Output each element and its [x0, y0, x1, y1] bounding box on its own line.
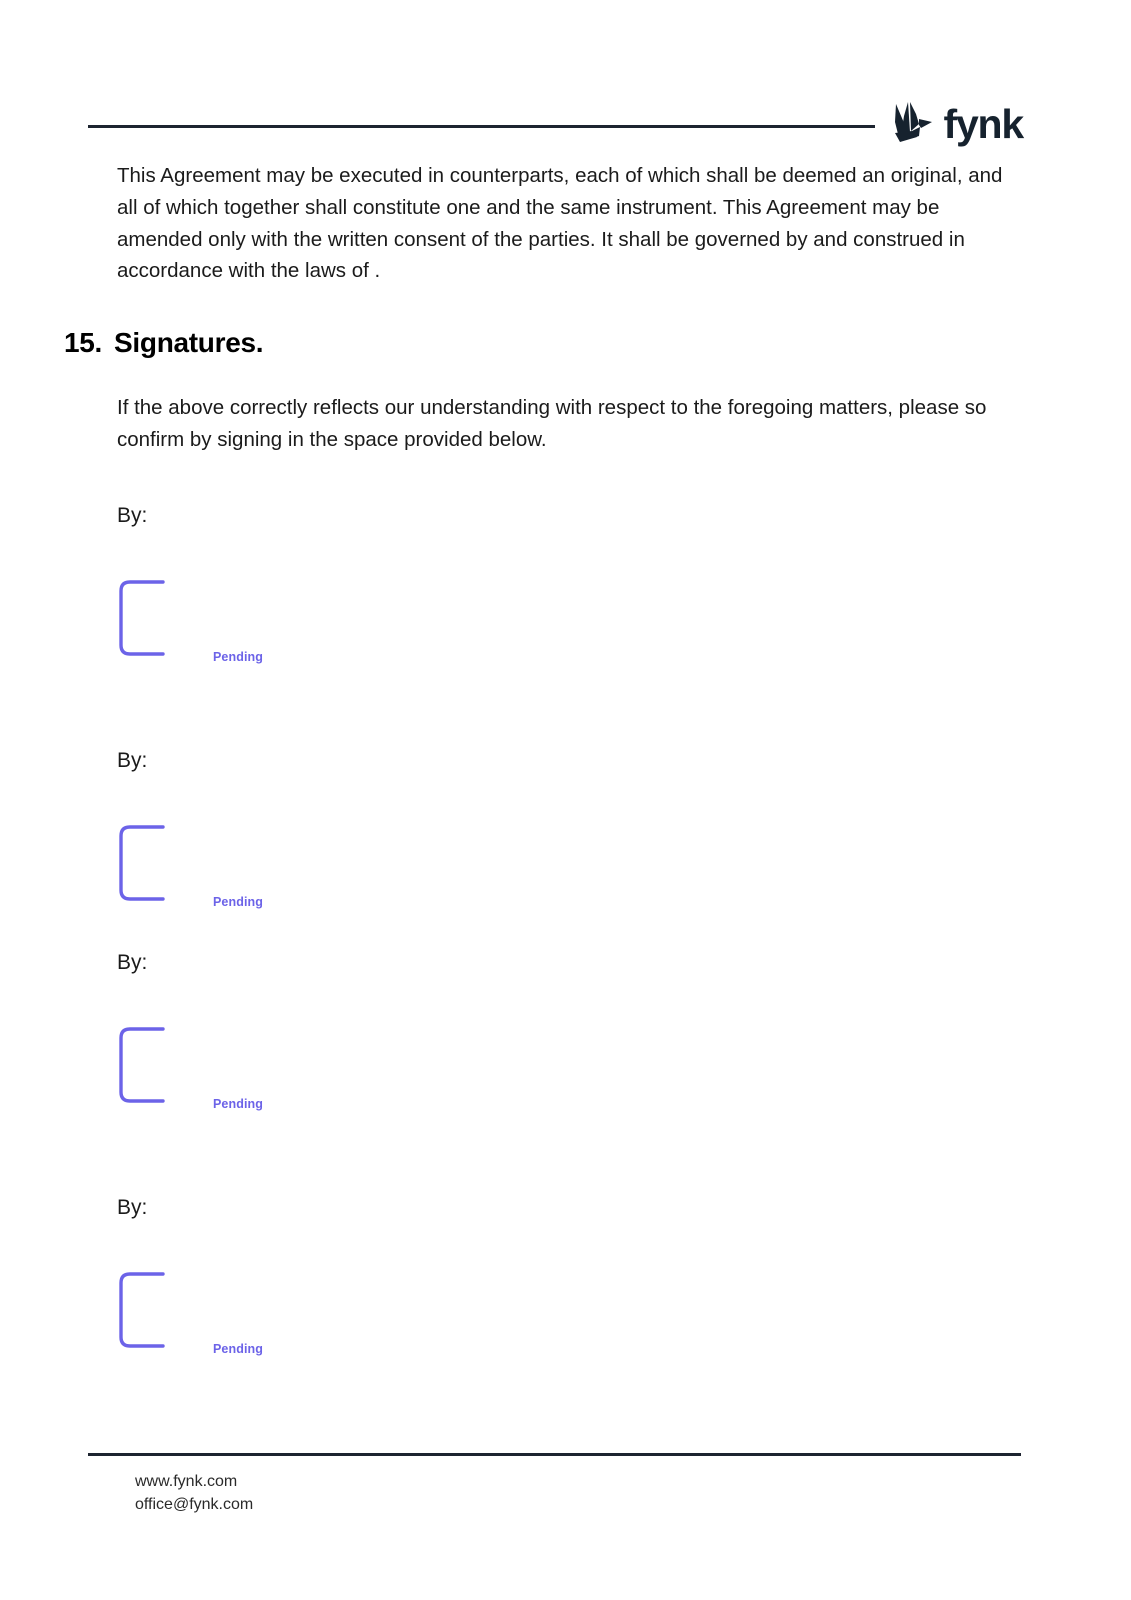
footer-email[interactable]: office@fynk.com	[135, 1496, 254, 1513]
signature-bracket-icon	[117, 1271, 209, 1349]
signature-bracket-icon	[117, 1026, 209, 1104]
signature-by-label: By:	[117, 1196, 148, 1219]
signature-by-label: By:	[117, 504, 148, 527]
signature-by-label: By:	[117, 951, 148, 974]
page-footer	[135, 1470, 253, 1516]
signature-block	[117, 1196, 517, 1356]
signature-status-badge: Pending	[213, 894, 264, 909]
fynk-wordmark: fynk	[943, 100, 1023, 147]
section-number: 15.	[64, 327, 103, 358]
signature-status-badge: Pending	[213, 1096, 264, 1111]
footer-website[interactable]: www.fynk.com	[135, 1473, 238, 1490]
fynk-logo	[886, 100, 1023, 146]
signature-field[interactable]	[117, 824, 317, 909]
confirmation-paragraph: If the above correctly reflects our understanding with respect to the foregoing matters, please so confirm by signing in the space provided below.	[117, 396, 987, 451]
section-heading	[64, 327, 263, 359]
signature-by-label: By:	[117, 749, 148, 772]
signature-field[interactable]	[117, 579, 317, 664]
footer-divider	[88, 1453, 1021, 1456]
signature-block	[117, 951, 517, 1111]
signature-field[interactable]	[117, 1026, 317, 1111]
signature-field[interactable]	[117, 1271, 317, 1356]
signature-bracket-icon	[117, 579, 209, 657]
signature-block	[117, 749, 517, 909]
signature-status-badge: Pending	[213, 1341, 264, 1356]
signature-status-badge: Pending	[213, 649, 264, 664]
section-title: Signatures.	[114, 327, 264, 358]
origami-bird-icon	[886, 100, 934, 146]
header-divider	[88, 125, 875, 128]
intro-paragraph: This Agreement may be executed in counterparts, each of which shall be deemed an original, and all of which together shall constitute one and the same instrument. This Agreement may be amended only with the written consent of the parties. It shall be governed by and construed in accordance with the laws of .	[117, 164, 1003, 283]
page-header	[0, 92, 1131, 162]
signature-bracket-icon	[117, 824, 209, 902]
signature-block	[117, 504, 517, 664]
